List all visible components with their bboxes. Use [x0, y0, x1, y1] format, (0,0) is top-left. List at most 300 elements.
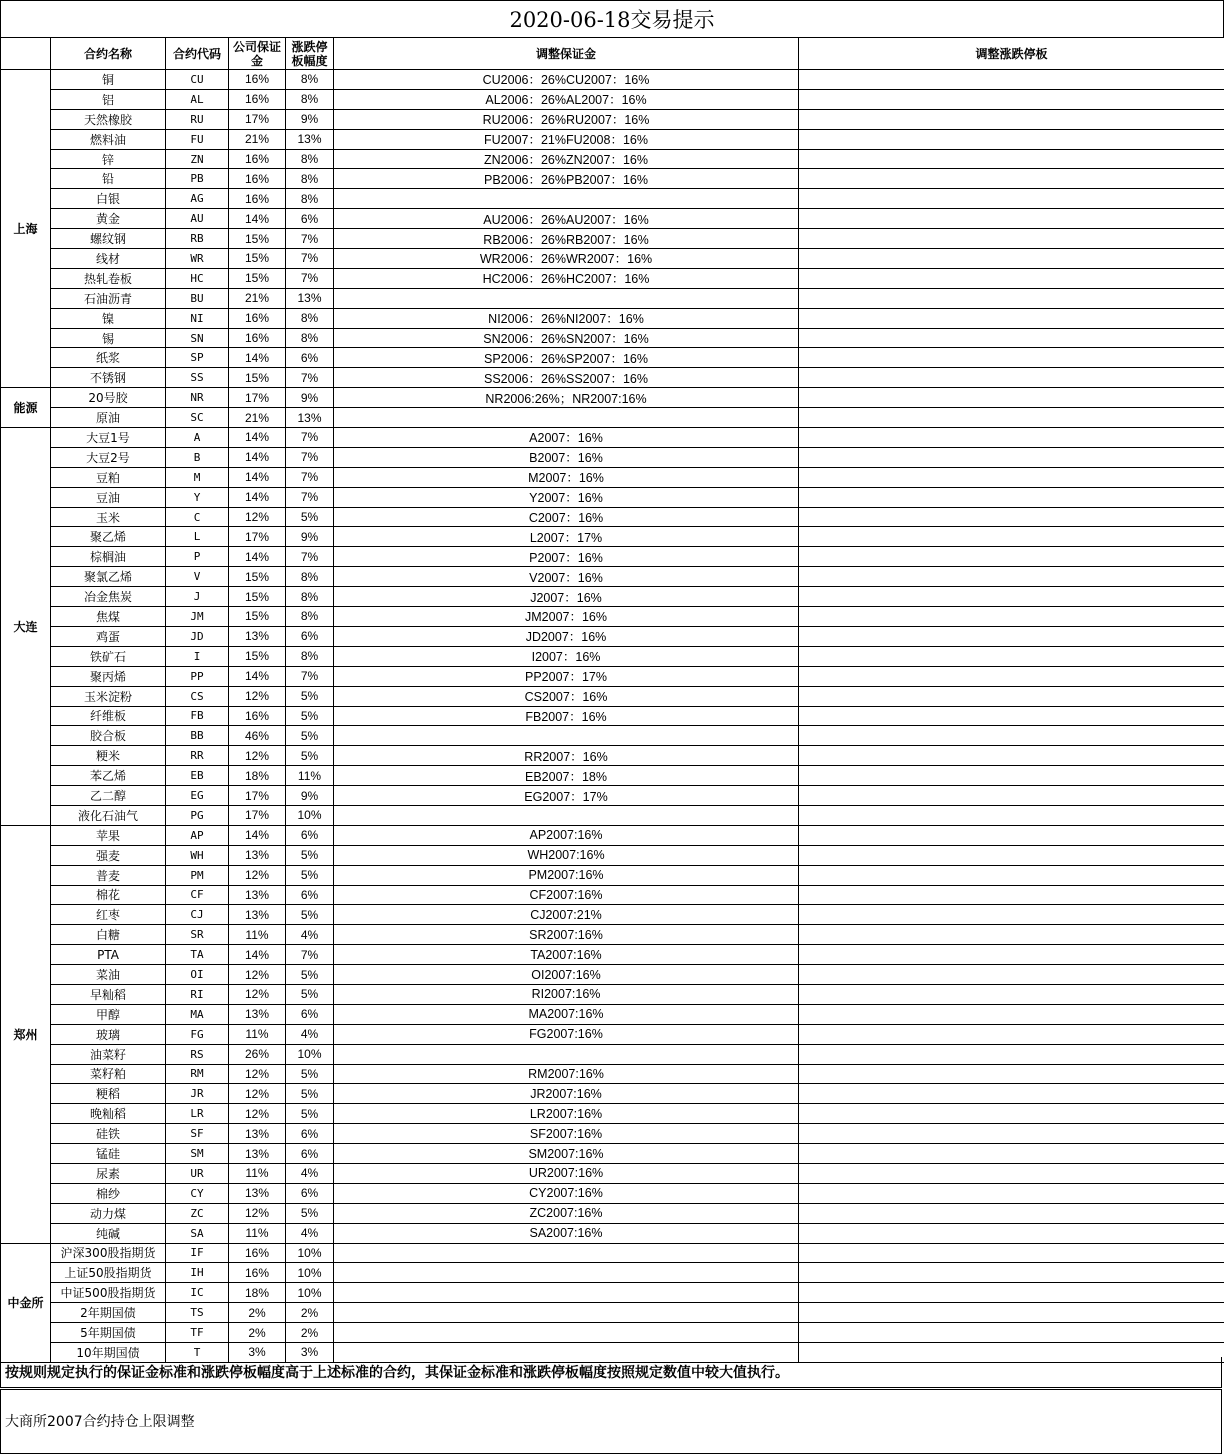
table-row — [1, 1144, 1224, 1164]
adjust-margin-cell: EB2007：18% — [334, 766, 799, 786]
company-margin-cell: 13% — [229, 626, 286, 646]
contract-name-cell: 豆粕 — [51, 467, 166, 487]
contract-code-cell: V — [166, 567, 229, 587]
contract-name-cell: 纤维板 — [51, 706, 166, 726]
adjust-limit-cell — [799, 1084, 1224, 1104]
contract-name-cell: 上证50股指期货 — [51, 1263, 166, 1283]
adjust-limit-cell — [799, 1303, 1224, 1323]
adjust-limit-cell — [799, 467, 1224, 487]
contract-name-cell: 聚乙烯 — [51, 527, 166, 547]
table-row — [1, 726, 1224, 746]
contract-name-cell: 玉米 — [51, 507, 166, 527]
adjust-limit-cell — [799, 626, 1224, 646]
adjust-margin-cell — [334, 408, 799, 428]
header-price-limit: 涨跌停板幅度 — [286, 38, 334, 70]
table-row — [1, 328, 1224, 348]
contract-code-cell: HC — [166, 268, 229, 288]
adjust-limit-cell — [799, 567, 1224, 587]
company-margin-cell: 16% — [229, 308, 286, 328]
adjust-margin-cell: HC2006：26%HC2007：16% — [334, 268, 799, 288]
adjust-margin-cell: JR2007:16% — [334, 1084, 799, 1104]
company-margin-cell: 17% — [229, 786, 286, 806]
adjust-limit-cell — [799, 348, 1224, 368]
price-limit-cell: 8% — [286, 328, 334, 348]
adjust-margin-cell: SP2006：26%SP2007：16% — [334, 348, 799, 368]
adjust-margin-cell: CJ2007:21% — [334, 905, 799, 925]
company-margin-cell: 12% — [229, 507, 286, 527]
adjust-limit-cell — [799, 726, 1224, 746]
company-margin-cell: 21% — [229, 288, 286, 308]
contract-code-cell: TA — [166, 945, 229, 965]
price-limit-cell: 13% — [286, 129, 334, 149]
contract-name-cell: 粳稻 — [51, 1084, 166, 1104]
contract-name-cell: 石油沥青 — [51, 288, 166, 308]
price-limit-cell: 10% — [286, 1243, 334, 1263]
price-limit-cell: 5% — [286, 686, 334, 706]
contract-name-cell: 菜籽粕 — [51, 1064, 166, 1084]
company-margin-cell: 14% — [229, 447, 286, 467]
company-margin-cell: 14% — [229, 945, 286, 965]
adjust-margin-cell: C2007：16% — [334, 507, 799, 527]
adjust-margin-cell: FU2007：21%FU2008：16% — [334, 129, 799, 149]
price-limit-cell: 8% — [286, 189, 334, 209]
adjust-limit-cell — [799, 1243, 1224, 1263]
price-limit-cell: 8% — [286, 169, 334, 189]
table-row — [1, 965, 1224, 985]
contract-code-cell: PB — [166, 169, 229, 189]
contract-code-cell: ZN — [166, 149, 229, 169]
adjust-margin-cell: M2007：16% — [334, 467, 799, 487]
table-row — [1, 388, 1224, 408]
footer-note: 大商所2007合约持仓上限调整 — [0, 1389, 1222, 1454]
contract-name-cell: 纯碱 — [51, 1223, 166, 1243]
adjust-limit-cell — [799, 428, 1224, 448]
contract-code-cell: P — [166, 547, 229, 567]
table-row — [1, 169, 1224, 189]
price-limit-cell: 5% — [286, 1064, 334, 1084]
contract-name-cell: 锡 — [51, 328, 166, 348]
contract-name-cell: 锰硅 — [51, 1144, 166, 1164]
adjust-margin-cell: SM2007:16% — [334, 1144, 799, 1164]
price-limit-cell: 13% — [286, 408, 334, 428]
company-margin-cell: 14% — [229, 825, 286, 845]
contract-code-cell: EG — [166, 786, 229, 806]
contract-code-cell: FG — [166, 1024, 229, 1044]
contract-name-cell: 热轧卷板 — [51, 268, 166, 288]
contract-name-cell: 镍 — [51, 308, 166, 328]
table-row — [1, 408, 1224, 428]
adjust-margin-cell: MA2007:16% — [334, 1004, 799, 1024]
adjust-margin-cell: AL2006：26%AL2007：16% — [334, 89, 799, 109]
table-header-row — [1, 38, 1224, 70]
adjust-margin-cell: WH2007:16% — [334, 845, 799, 865]
contract-name-cell: 硅铁 — [51, 1124, 166, 1144]
contract-name-cell: 铁矿石 — [51, 646, 166, 666]
company-margin-cell: 11% — [229, 925, 286, 945]
contract-code-cell: Y — [166, 487, 229, 507]
table-row — [1, 70, 1224, 90]
adjust-limit-cell — [799, 786, 1224, 806]
contract-code-cell: WR — [166, 249, 229, 269]
adjust-margin-cell: CS2007：16% — [334, 686, 799, 706]
price-limit-cell: 6% — [286, 1004, 334, 1024]
contract-code-cell: IF — [166, 1243, 229, 1263]
adjust-margin-cell: SR2007:16% — [334, 925, 799, 945]
price-limit-cell: 10% — [286, 1283, 334, 1303]
contract-name-cell: 尿素 — [51, 1163, 166, 1183]
table-row — [1, 447, 1224, 467]
company-margin-cell: 14% — [229, 209, 286, 229]
contract-code-cell: RR — [166, 746, 229, 766]
adjust-limit-cell — [799, 1163, 1224, 1183]
price-limit-cell: 9% — [286, 388, 334, 408]
table-row — [1, 507, 1224, 527]
table-row — [1, 1064, 1224, 1084]
contract-name-cell: 20号胶 — [51, 388, 166, 408]
price-limit-cell: 8% — [286, 149, 334, 169]
adjust-limit-cell — [799, 984, 1224, 1004]
adjust-limit-cell — [799, 965, 1224, 985]
contract-code-cell: B — [166, 447, 229, 467]
table-row — [1, 587, 1224, 607]
contract-code-cell: CF — [166, 885, 229, 905]
contract-name-cell: 大豆2号 — [51, 447, 166, 467]
contract-name-cell: 玻璃 — [51, 1024, 166, 1044]
adjust-limit-cell — [799, 209, 1224, 229]
contract-code-cell: T — [166, 1343, 229, 1363]
contract-name-cell: 2年期国债 — [51, 1303, 166, 1323]
adjust-limit-cell — [799, 865, 1224, 885]
table-row — [1, 865, 1224, 885]
company-margin-cell: 16% — [229, 328, 286, 348]
contract-code-cell: SS — [166, 368, 229, 388]
price-limit-cell: 10% — [286, 1263, 334, 1283]
company-margin-cell: 13% — [229, 1124, 286, 1144]
adjust-margin-cell — [334, 1323, 799, 1343]
adjust-limit-cell — [799, 408, 1224, 428]
price-limit-cell: 7% — [286, 428, 334, 448]
table-row — [1, 288, 1224, 308]
table-row — [1, 925, 1224, 945]
company-margin-cell: 15% — [229, 249, 286, 269]
contract-code-cell: IH — [166, 1263, 229, 1283]
contract-code-cell: L — [166, 527, 229, 547]
adjust-margin-cell — [334, 1044, 799, 1064]
adjust-margin-cell: CF2007:16% — [334, 885, 799, 905]
table-row — [1, 109, 1224, 129]
adjust-margin-cell — [334, 1283, 799, 1303]
company-margin-cell: 17% — [229, 388, 286, 408]
adjust-margin-cell: SN2006：26%SN2007：16% — [334, 328, 799, 348]
company-margin-cell: 12% — [229, 965, 286, 985]
company-margin-cell: 17% — [229, 805, 286, 825]
adjust-limit-cell — [799, 249, 1224, 269]
adjust-limit-cell — [799, 1044, 1224, 1064]
price-limit-cell: 8% — [286, 308, 334, 328]
price-limit-cell: 5% — [286, 1203, 334, 1223]
price-limit-cell: 5% — [286, 726, 334, 746]
contract-code-cell: SC — [166, 408, 229, 428]
table-row — [1, 825, 1224, 845]
adjust-limit-cell — [799, 885, 1224, 905]
table-row — [1, 646, 1224, 666]
company-margin-cell: 16% — [229, 1263, 286, 1283]
adjust-margin-cell — [334, 1303, 799, 1323]
exchange-cell: 中金所 — [1, 1243, 51, 1362]
adjust-margin-cell: SA2007:16% — [334, 1223, 799, 1243]
company-margin-cell: 12% — [229, 984, 286, 1004]
adjust-margin-cell: RB2006：26%RB2007：16% — [334, 229, 799, 249]
adjust-limit-cell — [799, 547, 1224, 567]
contract-name-cell: 玉米淀粉 — [51, 686, 166, 706]
company-margin-cell: 14% — [229, 487, 286, 507]
header-contract-name: 合约名称 — [51, 38, 166, 70]
company-margin-cell: 26% — [229, 1044, 286, 1064]
adjust-limit-cell — [799, 1323, 1224, 1343]
price-limit-cell: 11% — [286, 766, 334, 786]
price-limit-cell: 6% — [286, 885, 334, 905]
adjust-margin-cell: NI2006：26%NI2007：16% — [334, 308, 799, 328]
contract-name-cell: 红枣 — [51, 905, 166, 925]
contract-name-cell: 早籼稻 — [51, 984, 166, 1004]
company-margin-cell: 21% — [229, 129, 286, 149]
contract-code-cell: JD — [166, 626, 229, 646]
contract-code-cell: PM — [166, 865, 229, 885]
contract-name-cell: 油菜籽 — [51, 1044, 166, 1064]
contract-name-cell: 苯乙烯 — [51, 766, 166, 786]
contract-code-cell: TF — [166, 1323, 229, 1343]
price-limit-cell: 4% — [286, 1024, 334, 1044]
header-adjust-margin: 调整保证金 — [334, 38, 799, 70]
price-limit-cell: 6% — [286, 626, 334, 646]
contract-code-cell: SN — [166, 328, 229, 348]
contract-code-cell: CY — [166, 1183, 229, 1203]
contract-code-cell: M — [166, 467, 229, 487]
adjust-limit-cell — [799, 1104, 1224, 1124]
contract-name-cell: 棕榈油 — [51, 547, 166, 567]
company-margin-cell: 2% — [229, 1323, 286, 1343]
adjust-limit-cell — [799, 189, 1224, 209]
adjust-margin-cell — [334, 189, 799, 209]
adjust-margin-cell: J2007：16% — [334, 587, 799, 607]
price-limit-cell: 6% — [286, 1144, 334, 1164]
adjust-limit-cell — [799, 686, 1224, 706]
adjust-limit-cell — [799, 825, 1224, 845]
price-limit-cell: 9% — [286, 786, 334, 806]
price-limit-cell: 4% — [286, 1223, 334, 1243]
adjust-margin-cell: AU2006：26%AU2007：16% — [334, 209, 799, 229]
contract-name-cell: 液化石油气 — [51, 805, 166, 825]
adjust-margin-cell: V2007：16% — [334, 567, 799, 587]
table-row — [1, 428, 1224, 448]
adjust-margin-cell: I2007：16% — [334, 646, 799, 666]
contract-name-cell: 甲醇 — [51, 1004, 166, 1024]
contract-code-cell: BB — [166, 726, 229, 746]
contract-name-cell: 豆油 — [51, 487, 166, 507]
contract-code-cell: LR — [166, 1104, 229, 1124]
company-margin-cell: 2% — [229, 1303, 286, 1323]
price-limit-cell: 6% — [286, 1183, 334, 1203]
adjust-margin-cell — [334, 1243, 799, 1263]
table-row — [1, 149, 1224, 169]
company-margin-cell: 15% — [229, 587, 286, 607]
contract-code-cell: JM — [166, 607, 229, 627]
adjust-limit-cell — [799, 169, 1224, 189]
adjust-limit-cell — [799, 527, 1224, 547]
adjust-margin-cell: UR2007:16% — [334, 1163, 799, 1183]
adjust-margin-cell: FB2007：16% — [334, 706, 799, 726]
price-limit-cell: 2% — [286, 1323, 334, 1343]
adjust-limit-cell — [799, 607, 1224, 627]
adjust-limit-cell — [799, 646, 1224, 666]
contract-code-cell: NR — [166, 388, 229, 408]
adjust-limit-cell — [799, 845, 1224, 865]
contract-code-cell: AG — [166, 189, 229, 209]
contract-code-cell: PG — [166, 805, 229, 825]
adjust-limit-cell — [799, 587, 1224, 607]
table-row — [1, 268, 1224, 288]
adjust-margin-cell: SS2006：26%SS2007：16% — [334, 368, 799, 388]
company-margin-cell: 15% — [229, 229, 286, 249]
company-margin-cell: 13% — [229, 1183, 286, 1203]
company-margin-cell: 14% — [229, 348, 286, 368]
adjust-margin-cell — [334, 1263, 799, 1283]
adjust-margin-cell: LR2007:16% — [334, 1104, 799, 1124]
company-margin-cell: 12% — [229, 865, 286, 885]
header-exchange — [1, 38, 51, 70]
contract-name-cell: 白银 — [51, 189, 166, 209]
header-adjust-limit: 调整涨跌停板 — [799, 38, 1224, 70]
contract-name-cell: 铜 — [51, 70, 166, 90]
contract-code-cell: SR — [166, 925, 229, 945]
company-margin-cell: 3% — [229, 1343, 286, 1363]
price-limit-cell: 5% — [286, 1104, 334, 1124]
table-row — [1, 706, 1224, 726]
contract-code-cell: TS — [166, 1303, 229, 1323]
contract-name-cell: 粳米 — [51, 746, 166, 766]
table-row — [1, 686, 1224, 706]
adjust-margin-cell — [334, 805, 799, 825]
table-row — [1, 845, 1224, 865]
table-row — [1, 1104, 1224, 1124]
company-margin-cell: 14% — [229, 467, 286, 487]
adjust-limit-cell — [799, 368, 1224, 388]
company-margin-cell: 12% — [229, 1203, 286, 1223]
contract-code-cell: CJ — [166, 905, 229, 925]
contract-name-cell: 不锈钢 — [51, 368, 166, 388]
table-row — [1, 1084, 1224, 1104]
adjust-limit-cell — [799, 70, 1224, 90]
price-limit-cell: 8% — [286, 567, 334, 587]
company-margin-cell: 13% — [229, 1004, 286, 1024]
company-margin-cell: 15% — [229, 646, 286, 666]
price-limit-cell: 8% — [286, 646, 334, 666]
table-row — [1, 1223, 1224, 1243]
contract-name-cell: 螺纹钢 — [51, 229, 166, 249]
company-margin-cell: 15% — [229, 607, 286, 627]
adjust-limit-cell — [799, 229, 1224, 249]
adjust-margin-cell: A2007：16% — [334, 428, 799, 448]
contract-code-cell: RI — [166, 984, 229, 1004]
adjust-limit-cell — [799, 1263, 1224, 1283]
adjust-limit-cell — [799, 925, 1224, 945]
adjust-limit-cell — [799, 447, 1224, 467]
table-row — [1, 89, 1224, 109]
contract-name-cell: 聚丙烯 — [51, 666, 166, 686]
price-limit-cell: 5% — [286, 746, 334, 766]
company-margin-cell: 15% — [229, 567, 286, 587]
adjust-margin-cell: CU2006：26%CU2007：16% — [334, 70, 799, 90]
adjust-limit-cell — [799, 1223, 1224, 1243]
contract-name-cell: 普麦 — [51, 865, 166, 885]
adjust-limit-cell — [799, 288, 1224, 308]
table-row — [1, 467, 1224, 487]
price-limit-cell: 5% — [286, 865, 334, 885]
price-limit-cell: 7% — [286, 945, 334, 965]
contract-name-cell: 苹果 — [51, 825, 166, 845]
price-limit-cell: 7% — [286, 487, 334, 507]
table-row — [1, 229, 1224, 249]
table-row — [1, 129, 1224, 149]
contract-code-cell: I — [166, 646, 229, 666]
contract-code-cell: IC — [166, 1283, 229, 1303]
contract-name-cell: 燃料油 — [51, 129, 166, 149]
contract-name-cell: 胶合板 — [51, 726, 166, 746]
adjust-margin-cell: EG2007：17% — [334, 786, 799, 806]
company-margin-cell: 14% — [229, 666, 286, 686]
company-margin-cell: 16% — [229, 89, 286, 109]
adjust-margin-cell: RI2007:16% — [334, 984, 799, 1004]
adjust-limit-cell — [799, 1183, 1224, 1203]
company-margin-cell: 16% — [229, 70, 286, 90]
table-row — [1, 945, 1224, 965]
contract-name-cell: 棉纱 — [51, 1183, 166, 1203]
contract-name-cell: 天然橡胶 — [51, 109, 166, 129]
header-contract-code: 合约代码 — [166, 38, 229, 70]
contract-name-cell: 铝 — [51, 89, 166, 109]
table-row — [1, 984, 1224, 1004]
table-row — [1, 1203, 1224, 1223]
company-margin-cell: 12% — [229, 1064, 286, 1084]
table-row — [1, 189, 1224, 209]
price-limit-cell: 7% — [286, 447, 334, 467]
company-margin-cell: 12% — [229, 686, 286, 706]
contract-code-cell: WH — [166, 845, 229, 865]
adjust-limit-cell — [799, 89, 1224, 109]
contract-code-cell: PP — [166, 666, 229, 686]
contract-name-cell: 沪深300股指期货 — [51, 1243, 166, 1263]
adjust-margin-cell: PM2007:16% — [334, 865, 799, 885]
table-row — [1, 786, 1224, 806]
adjust-limit-cell — [799, 1283, 1224, 1303]
table-row — [1, 249, 1224, 269]
adjust-margin-cell: OI2007:16% — [334, 965, 799, 985]
contract-name-cell: 线材 — [51, 249, 166, 269]
adjust-limit-cell — [799, 1124, 1224, 1144]
adjust-limit-cell — [799, 1144, 1224, 1164]
contract-code-cell: AU — [166, 209, 229, 229]
contract-code-cell: SM — [166, 1144, 229, 1164]
header-company-margin: 公司保证金 — [229, 38, 286, 70]
price-limit-cell: 9% — [286, 527, 334, 547]
contract-code-cell: CU — [166, 70, 229, 90]
adjust-limit-cell — [799, 388, 1224, 408]
contract-code-cell: FB — [166, 706, 229, 726]
company-margin-cell: 13% — [229, 885, 286, 905]
contract-code-cell: BU — [166, 288, 229, 308]
contract-code-cell: RU — [166, 109, 229, 129]
table-row — [1, 368, 1224, 388]
